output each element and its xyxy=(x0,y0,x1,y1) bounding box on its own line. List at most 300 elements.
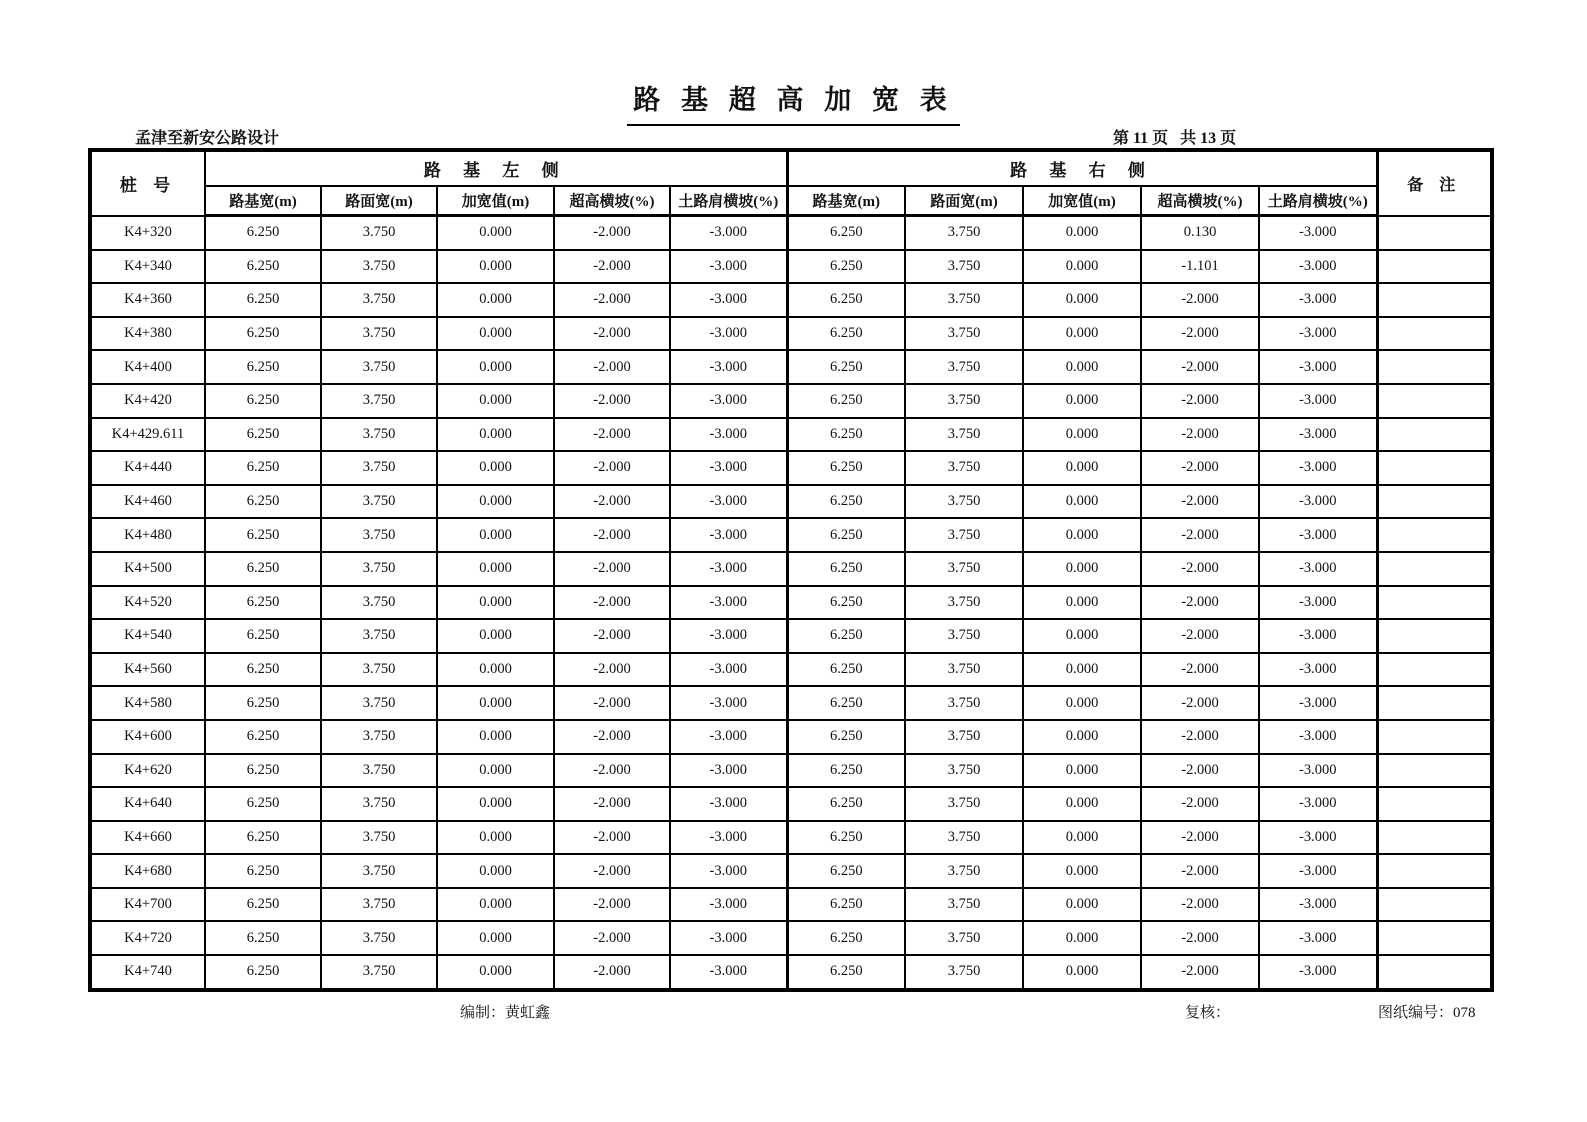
value-cell: -2.000 xyxy=(554,686,670,720)
value-cell: -3.000 xyxy=(670,854,787,888)
subheader-left-superelevation: 超高横坡(%) xyxy=(554,186,670,216)
value-cell: 3.750 xyxy=(321,720,437,754)
footer-reviewed-by: 复核： xyxy=(1185,1005,1231,1021)
value-cell: 3.750 xyxy=(321,955,437,990)
value-cell: 3.750 xyxy=(905,921,1023,955)
value-cell: 0.000 xyxy=(437,888,554,922)
value-cell: -2.000 xyxy=(1141,854,1259,888)
value-cell: 0.000 xyxy=(1023,485,1141,519)
value-cell: -2.000 xyxy=(1141,821,1259,855)
value-cell: 3.750 xyxy=(321,754,437,788)
value-cell: 0.000 xyxy=(437,586,554,620)
value-cell: -2.000 xyxy=(1141,955,1259,990)
stake-cell: K4+380 xyxy=(90,317,205,351)
value-cell: -2.000 xyxy=(554,317,670,351)
value-cell: 0.000 xyxy=(1023,216,1141,250)
value-cell: -2.000 xyxy=(1141,317,1259,351)
value-cell: 6.250 xyxy=(205,216,321,250)
value-cell: 0.000 xyxy=(1023,854,1141,888)
value-cell: -3.000 xyxy=(670,518,787,552)
value-cell: -3.000 xyxy=(1259,821,1377,855)
stake-cell: K4+400 xyxy=(90,350,205,384)
value-cell: 3.750 xyxy=(321,888,437,922)
value-cell: 3.750 xyxy=(905,250,1023,284)
stake-cell: K4+680 xyxy=(90,854,205,888)
remark-cell xyxy=(1377,216,1492,250)
stake-cell: K4+620 xyxy=(90,754,205,788)
value-cell: 6.250 xyxy=(205,619,321,653)
value-cell: 6.250 xyxy=(205,888,321,922)
value-cell: 3.750 xyxy=(905,888,1023,922)
table-row xyxy=(90,216,1492,250)
value-cell: 0.000 xyxy=(437,451,554,485)
value-cell: -3.000 xyxy=(670,955,787,990)
value-cell: -3.000 xyxy=(670,552,787,586)
value-cell: 6.250 xyxy=(205,720,321,754)
value-cell: 0.000 xyxy=(1023,384,1141,418)
value-cell: 6.250 xyxy=(205,955,321,990)
value-cell: 6.250 xyxy=(787,485,905,519)
value-cell: 0.000 xyxy=(437,653,554,687)
table-row xyxy=(90,250,1492,284)
value-cell: -2.000 xyxy=(554,250,670,284)
value-cell: 3.750 xyxy=(321,283,437,317)
value-cell: -2.000 xyxy=(1141,720,1259,754)
table-row xyxy=(90,619,1492,653)
value-cell: -2.000 xyxy=(554,888,670,922)
value-cell: 0.000 xyxy=(437,787,554,821)
value-cell: -3.000 xyxy=(1259,485,1377,519)
value-cell: 3.750 xyxy=(905,283,1023,317)
value-cell: 3.750 xyxy=(905,686,1023,720)
value-cell: -2.000 xyxy=(1141,586,1259,620)
remark-cell xyxy=(1377,686,1492,720)
value-cell: 6.250 xyxy=(787,955,905,990)
value-cell: 6.250 xyxy=(205,283,321,317)
value-cell: 0.000 xyxy=(1023,653,1141,687)
table-row xyxy=(90,518,1492,552)
value-cell: -2.000 xyxy=(1141,485,1259,519)
value-cell: 0.000 xyxy=(437,384,554,418)
remark-column-header: 备 注 xyxy=(1377,150,1492,216)
value-cell: 6.250 xyxy=(787,720,905,754)
value-cell: -3.000 xyxy=(1259,216,1377,250)
value-cell: -2.000 xyxy=(1141,921,1259,955)
value-cell: -2.000 xyxy=(554,821,670,855)
remark-cell xyxy=(1377,552,1492,586)
remark-cell xyxy=(1377,955,1492,990)
value-cell: 6.250 xyxy=(205,451,321,485)
value-cell: -2.000 xyxy=(554,955,670,990)
value-cell: -3.000 xyxy=(1259,653,1377,687)
stake-cell: K4+420 xyxy=(90,384,205,418)
value-cell: 3.750 xyxy=(321,317,437,351)
table-row xyxy=(90,586,1492,620)
page-title: 路 基 超 高 加 宽 表 xyxy=(627,78,960,126)
remark-cell xyxy=(1377,888,1492,922)
value-cell: 0.130 xyxy=(1141,216,1259,250)
table-row xyxy=(90,451,1492,485)
value-cell: 6.250 xyxy=(787,317,905,351)
stake-cell: K4+320 xyxy=(90,216,205,250)
stake-cell: K4+540 xyxy=(90,619,205,653)
stake-cell: K4+640 xyxy=(90,787,205,821)
subheader-left-roadbed-width: 路基宽(m) xyxy=(205,186,321,216)
table-row xyxy=(90,854,1492,888)
value-cell: -3.000 xyxy=(670,283,787,317)
value-cell: 6.250 xyxy=(787,653,905,687)
value-cell: 3.750 xyxy=(905,586,1023,620)
value-cell: -3.000 xyxy=(670,317,787,351)
value-cell: 6.250 xyxy=(205,552,321,586)
subheader-right-superelevation: 超高横坡(%) xyxy=(1141,186,1259,216)
subheader-left-pavement-width: 路面宽(m) xyxy=(321,186,437,216)
value-cell: 6.250 xyxy=(787,821,905,855)
value-cell: -3.000 xyxy=(670,653,787,687)
value-cell: 0.000 xyxy=(437,518,554,552)
footer-prepared-by: 编制：黄虹鑫 xyxy=(460,1005,551,1021)
value-cell: 6.250 xyxy=(787,250,905,284)
remark-cell xyxy=(1377,821,1492,855)
value-cell: 0.000 xyxy=(1023,317,1141,351)
value-cell: 3.750 xyxy=(321,552,437,586)
table-row xyxy=(90,418,1492,452)
value-cell: 0.000 xyxy=(1023,418,1141,452)
value-cell: 0.000 xyxy=(437,250,554,284)
remark-cell xyxy=(1377,586,1492,620)
value-cell: -2.000 xyxy=(1141,653,1259,687)
value-cell: 3.750 xyxy=(905,619,1023,653)
value-cell: -2.000 xyxy=(1141,283,1259,317)
value-cell: 3.750 xyxy=(905,754,1023,788)
remark-cell xyxy=(1377,619,1492,653)
value-cell: -2.000 xyxy=(554,787,670,821)
section-left-header: 路 基 左 侧 xyxy=(205,150,787,186)
value-cell: 0.000 xyxy=(437,552,554,586)
value-cell: 0.000 xyxy=(437,350,554,384)
remark-cell xyxy=(1377,921,1492,955)
header-row-subcolumns xyxy=(90,186,1492,216)
remark-cell xyxy=(1377,720,1492,754)
stake-cell: K4+480 xyxy=(90,518,205,552)
value-cell: 3.750 xyxy=(905,653,1023,687)
value-cell: 6.250 xyxy=(787,350,905,384)
value-cell: 6.250 xyxy=(787,451,905,485)
value-cell: 3.750 xyxy=(905,552,1023,586)
value-cell: -2.000 xyxy=(554,754,670,788)
value-cell: 3.750 xyxy=(321,250,437,284)
value-cell: 0.000 xyxy=(437,418,554,452)
stake-cell: K4+520 xyxy=(90,586,205,620)
remark-cell xyxy=(1377,350,1492,384)
value-cell: 6.250 xyxy=(205,317,321,351)
value-cell: 6.250 xyxy=(787,552,905,586)
value-cell: 3.750 xyxy=(321,586,437,620)
value-cell: 0.000 xyxy=(1023,686,1141,720)
value-cell: -2.000 xyxy=(554,518,670,552)
stake-cell: K4+460 xyxy=(90,485,205,519)
value-cell: 0.000 xyxy=(437,955,554,990)
value-cell: 6.250 xyxy=(787,619,905,653)
table-row xyxy=(90,384,1492,418)
value-cell: 0.000 xyxy=(437,854,554,888)
value-cell: -2.000 xyxy=(554,451,670,485)
value-cell: -2.000 xyxy=(554,653,670,687)
value-cell: 6.250 xyxy=(205,418,321,452)
project-subtitle: 孟津至新安公路设计 xyxy=(135,130,280,147)
value-cell: -3.000 xyxy=(1259,350,1377,384)
value-cell: 0.000 xyxy=(437,619,554,653)
value-cell: 0.000 xyxy=(437,921,554,955)
remark-cell xyxy=(1377,451,1492,485)
value-cell: -3.000 xyxy=(1259,518,1377,552)
value-cell: 3.750 xyxy=(321,350,437,384)
table-row xyxy=(90,888,1492,922)
value-cell: -3.000 xyxy=(670,720,787,754)
remark-cell xyxy=(1377,485,1492,519)
stake-cell: K4+580 xyxy=(90,686,205,720)
value-cell: -3.000 xyxy=(670,754,787,788)
value-cell: 0.000 xyxy=(437,283,554,317)
value-cell: 0.000 xyxy=(1023,552,1141,586)
value-cell: -2.000 xyxy=(554,216,670,250)
remark-cell xyxy=(1377,653,1492,687)
value-cell: -3.000 xyxy=(1259,384,1377,418)
subheader-right-pavement-width: 路面宽(m) xyxy=(905,186,1023,216)
table-body xyxy=(90,216,1492,990)
stake-cell: K4+340 xyxy=(90,250,205,284)
remark-cell xyxy=(1377,418,1492,452)
value-cell: -2.000 xyxy=(1141,518,1259,552)
value-cell: 0.000 xyxy=(1023,821,1141,855)
value-cell: -2.000 xyxy=(554,586,670,620)
subheader-right-shoulder-slope: 土路肩横坡(%) xyxy=(1259,186,1377,216)
value-cell: -3.000 xyxy=(670,350,787,384)
value-cell: 0.000 xyxy=(1023,888,1141,922)
stake-cell: K4+360 xyxy=(90,283,205,317)
value-cell: -3.000 xyxy=(670,686,787,720)
value-cell: 0.000 xyxy=(437,216,554,250)
value-cell: -3.000 xyxy=(1259,418,1377,452)
value-cell: 3.750 xyxy=(321,921,437,955)
value-cell: -2.000 xyxy=(1141,552,1259,586)
value-cell: 0.000 xyxy=(1023,350,1141,384)
value-cell: 0.000 xyxy=(1023,720,1141,754)
value-cell: 3.750 xyxy=(905,384,1023,418)
value-cell: -3.000 xyxy=(1259,754,1377,788)
remark-cell xyxy=(1377,854,1492,888)
value-cell: 3.750 xyxy=(905,787,1023,821)
table-row xyxy=(90,485,1492,519)
value-cell: 3.750 xyxy=(321,854,437,888)
page-indicator: 第 11 页 共 13 页 xyxy=(1113,130,1237,147)
value-cell: 3.750 xyxy=(321,686,437,720)
value-cell: -3.000 xyxy=(670,485,787,519)
stake-cell: K4+500 xyxy=(90,552,205,586)
value-cell: 6.250 xyxy=(787,384,905,418)
header-row-sections xyxy=(90,150,1492,186)
remark-cell xyxy=(1377,518,1492,552)
stake-cell: K4+429.611 xyxy=(90,418,205,452)
value-cell: 6.250 xyxy=(787,518,905,552)
value-cell: 0.000 xyxy=(1023,754,1141,788)
value-cell: 6.250 xyxy=(205,686,321,720)
value-cell: 6.250 xyxy=(205,854,321,888)
value-cell: 6.250 xyxy=(205,787,321,821)
stake-cell: K4+720 xyxy=(90,921,205,955)
value-cell: -3.000 xyxy=(1259,955,1377,990)
value-cell: 6.250 xyxy=(205,384,321,418)
value-cell: -2.000 xyxy=(1141,888,1259,922)
table-row xyxy=(90,686,1492,720)
value-cell: 6.250 xyxy=(787,854,905,888)
value-cell: 0.000 xyxy=(437,821,554,855)
value-cell: -3.000 xyxy=(1259,250,1377,284)
value-cell: -3.000 xyxy=(670,888,787,922)
subheader-left-widening-value: 加宽值(m) xyxy=(437,186,554,216)
value-cell: 3.750 xyxy=(321,518,437,552)
value-cell: -3.000 xyxy=(670,586,787,620)
value-cell: 0.000 xyxy=(1023,787,1141,821)
value-cell: -2.000 xyxy=(1141,350,1259,384)
value-cell: 6.250 xyxy=(205,518,321,552)
value-cell: 0.000 xyxy=(437,686,554,720)
value-cell: 3.750 xyxy=(321,451,437,485)
value-cell: 6.250 xyxy=(205,821,321,855)
footer-drawing-number: 图纸编号：078 xyxy=(1378,1005,1476,1021)
value-cell: -2.000 xyxy=(554,283,670,317)
value-cell: 6.250 xyxy=(205,586,321,620)
value-cell: 3.750 xyxy=(905,350,1023,384)
value-cell: -3.000 xyxy=(1259,451,1377,485)
value-cell: 3.750 xyxy=(321,653,437,687)
value-cell: 3.750 xyxy=(905,854,1023,888)
remark-cell xyxy=(1377,384,1492,418)
value-cell: 0.000 xyxy=(1023,586,1141,620)
value-cell: -3.000 xyxy=(670,451,787,485)
table-row xyxy=(90,921,1492,955)
value-cell: 6.250 xyxy=(205,250,321,284)
value-cell: 0.000 xyxy=(437,485,554,519)
value-cell: 3.750 xyxy=(905,418,1023,452)
value-cell: 0.000 xyxy=(1023,619,1141,653)
value-cell: -3.000 xyxy=(670,787,787,821)
value-cell: -3.000 xyxy=(670,384,787,418)
value-cell: -2.000 xyxy=(554,384,670,418)
value-cell: -2.000 xyxy=(1141,686,1259,720)
value-cell: 3.750 xyxy=(905,518,1023,552)
table-row xyxy=(90,653,1492,687)
table-row xyxy=(90,787,1492,821)
table-row xyxy=(90,552,1492,586)
value-cell: 0.000 xyxy=(1023,283,1141,317)
remark-cell xyxy=(1377,787,1492,821)
value-cell: -3.000 xyxy=(1259,317,1377,351)
value-cell: -3.000 xyxy=(1259,686,1377,720)
value-cell: -3.000 xyxy=(1259,888,1377,922)
value-cell: 3.750 xyxy=(321,384,437,418)
value-cell: 3.750 xyxy=(905,451,1023,485)
value-cell: 3.750 xyxy=(905,216,1023,250)
value-cell: 3.750 xyxy=(321,418,437,452)
table-row xyxy=(90,955,1492,990)
value-cell: 6.250 xyxy=(205,653,321,687)
value-cell: -3.000 xyxy=(1259,283,1377,317)
value-cell: 0.000 xyxy=(1023,921,1141,955)
value-cell: 6.250 xyxy=(787,216,905,250)
value-cell: -3.000 xyxy=(670,821,787,855)
remark-cell xyxy=(1377,754,1492,788)
value-cell: -1.101 xyxy=(1141,250,1259,284)
value-cell: -2.000 xyxy=(554,485,670,519)
subheader-left-shoulder-slope: 土路肩横坡(%) xyxy=(670,186,787,216)
value-cell: 0.000 xyxy=(437,317,554,351)
value-cell: -2.000 xyxy=(554,350,670,384)
value-cell: -2.000 xyxy=(1141,451,1259,485)
value-cell: 3.750 xyxy=(321,821,437,855)
value-cell: 3.750 xyxy=(321,216,437,250)
value-cell: -2.000 xyxy=(554,854,670,888)
table-row xyxy=(90,317,1492,351)
value-cell: -2.000 xyxy=(1141,619,1259,653)
stake-column-header: 桩 号 xyxy=(90,150,205,216)
value-cell: 3.750 xyxy=(905,485,1023,519)
value-cell: 3.750 xyxy=(321,485,437,519)
remark-cell xyxy=(1377,250,1492,284)
value-cell: -2.000 xyxy=(554,619,670,653)
value-cell: -3.000 xyxy=(1259,552,1377,586)
value-cell: 3.750 xyxy=(905,821,1023,855)
value-cell: -2.000 xyxy=(554,921,670,955)
value-cell: -3.000 xyxy=(670,418,787,452)
stake-cell: K4+700 xyxy=(90,888,205,922)
value-cell: 6.250 xyxy=(787,754,905,788)
value-cell: -3.000 xyxy=(670,216,787,250)
stake-cell: K4+740 xyxy=(90,955,205,990)
table-row xyxy=(90,754,1492,788)
stake-cell: K4+560 xyxy=(90,653,205,687)
value-cell: 6.250 xyxy=(787,586,905,620)
table-row xyxy=(90,283,1492,317)
value-cell: 6.250 xyxy=(205,485,321,519)
value-cell: -3.000 xyxy=(1259,720,1377,754)
value-cell: 0.000 xyxy=(1023,451,1141,485)
value-cell: 0.000 xyxy=(1023,518,1141,552)
value-cell: -2.000 xyxy=(1141,754,1259,788)
value-cell: 6.250 xyxy=(205,754,321,788)
value-cell: -3.000 xyxy=(1259,787,1377,821)
value-cell: 0.000 xyxy=(1023,955,1141,990)
subheader-right-widening-value: 加宽值(m) xyxy=(1023,186,1141,216)
roadbed-superelevation-table xyxy=(88,148,1494,992)
value-cell: -2.000 xyxy=(554,418,670,452)
value-cell: 0.000 xyxy=(437,754,554,788)
stake-cell: K4+660 xyxy=(90,821,205,855)
value-cell: 0.000 xyxy=(437,720,554,754)
value-cell: -3.000 xyxy=(1259,619,1377,653)
value-cell: 3.750 xyxy=(321,787,437,821)
value-cell: 6.250 xyxy=(205,921,321,955)
value-cell: 3.750 xyxy=(905,720,1023,754)
value-cell: 6.250 xyxy=(787,888,905,922)
value-cell: -2.000 xyxy=(554,552,670,586)
table-row xyxy=(90,821,1492,855)
value-cell: 6.250 xyxy=(787,283,905,317)
subheader-right-roadbed-width: 路基宽(m) xyxy=(787,186,905,216)
value-cell: 6.250 xyxy=(787,418,905,452)
value-cell: 3.750 xyxy=(321,619,437,653)
value-cell: -3.000 xyxy=(670,250,787,284)
